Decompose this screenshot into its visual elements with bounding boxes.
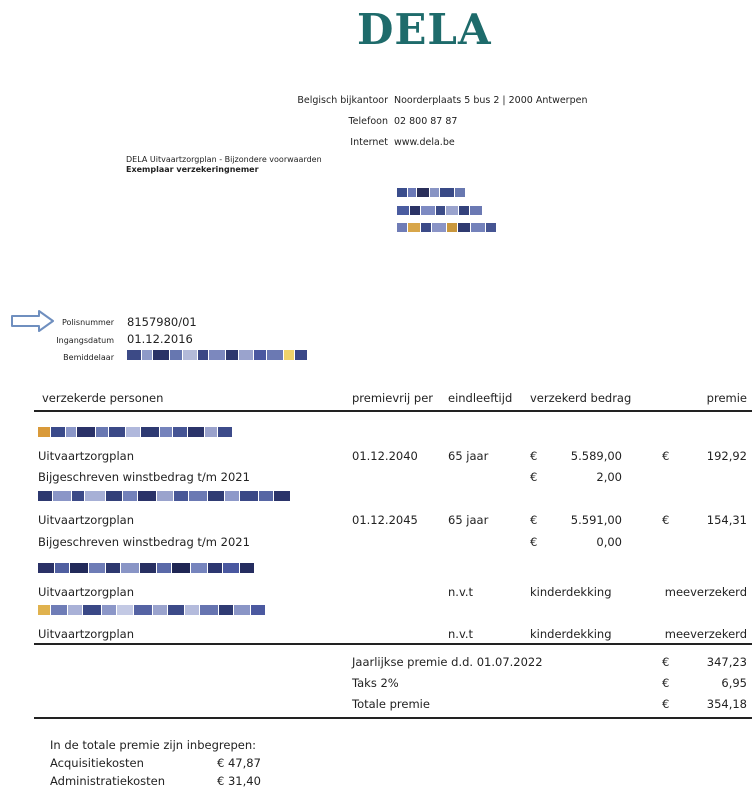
annual-premium-currency: €: [662, 655, 670, 669]
office-label: Belgisch bijkantoor: [297, 95, 388, 106]
row5-premium: meeverzekerd: [664, 585, 747, 599]
redacted-broker: [127, 350, 315, 360]
header-end-age: eindleeftijd: [448, 391, 513, 405]
row4-name: Bijgeschreven winstbedrag t/m 2021: [38, 535, 250, 549]
start-date-value: 01.12.2016: [127, 332, 193, 346]
doc-heading-line1: DELA Uitvaartzorgplan - Bijzondere voorwaarden: [126, 155, 322, 164]
annual-premium-value: 347,23: [706, 655, 747, 669]
row2-name: Bijgeschreven winstbedrag t/m 2021: [38, 470, 250, 484]
table-bottom-rule: [34, 643, 752, 645]
row6-premium: meeverzekerd: [664, 627, 747, 641]
broker-label: Bemiddelaar: [63, 353, 114, 362]
header-premium: premie: [706, 391, 747, 405]
dela-logo: DELA: [357, 5, 492, 54]
phone-value: 02 800 87 87: [394, 116, 458, 127]
row2-amount: 2,00: [596, 470, 622, 484]
phone-label: Telefoon: [348, 116, 388, 127]
row2-currency: €: [530, 470, 538, 484]
internet-label: Internet: [350, 137, 388, 148]
total-premium-currency: €: [662, 697, 670, 711]
header-persons: verzekerde personen: [42, 391, 164, 405]
doc-heading-line2: Exemplaar verzekeringnemer: [126, 165, 259, 174]
header-premium-free: premievrij per: [352, 391, 434, 405]
row5-name: Uitvaartzorgplan: [38, 585, 134, 599]
row3-age: 65 jaar: [448, 513, 489, 527]
tax-currency: €: [662, 676, 670, 690]
admin-value: € 31,40: [217, 774, 261, 788]
redacted-person-3: [38, 563, 270, 573]
redacted-address-line-3: [397, 223, 497, 232]
row1-name: Uitvaartzorgplan: [38, 449, 134, 463]
row1-date: 01.12.2040: [352, 449, 418, 463]
table-header-rule: [34, 410, 752, 412]
redacted-address-line-2: [397, 206, 485, 215]
redacted-address-line-1: [397, 188, 467, 197]
included-intro: In de totale premie zijn inbegrepen:: [50, 738, 256, 752]
row6-coverage: kinderdekking: [530, 627, 612, 641]
redacted-person-2: [38, 491, 298, 501]
row3-date: 01.12.2045: [352, 513, 418, 527]
acquisition-value: € 47,87: [217, 756, 261, 770]
row1-amount: 5.589,00: [570, 449, 622, 463]
row3-name: Uitvaartzorgplan: [38, 513, 134, 527]
tax-label: Taks 2%: [352, 676, 399, 690]
row5-age: n.v.t: [448, 585, 474, 599]
internet-value[interactable]: www.dela.be: [394, 137, 455, 148]
row3-currency: €: [530, 513, 538, 527]
row6-name: Uitvaartzorgplan: [38, 627, 134, 641]
acquisition-label: Acquisitiekosten: [50, 756, 144, 770]
policy-number-value: 8157980/01: [127, 315, 197, 329]
tax-value: 6,95: [721, 676, 747, 690]
row3-premium: 154,31: [706, 513, 747, 527]
row3-premium-currency: €: [662, 513, 670, 527]
policy-number-label: Polisnummer: [62, 318, 114, 327]
row3-amount: 5.591,00: [570, 513, 622, 527]
row1-premium-currency: €: [662, 449, 670, 463]
row1-age: 65 jaar: [448, 449, 489, 463]
annual-premium-label: Jaarlijkse premie d.d. 01.07.2022: [352, 655, 543, 669]
row6-age: n.v.t: [448, 627, 474, 641]
start-date-label: Ingangsdatum: [56, 336, 114, 345]
admin-label: Administratiekosten: [50, 774, 166, 788]
totals-bottom-rule: [34, 717, 752, 719]
redacted-person-4: [38, 605, 282, 615]
row5-coverage: kinderdekking: [530, 585, 612, 599]
header-insured-amount: verzekerd bedrag: [530, 391, 632, 405]
row4-currency: €: [530, 535, 538, 549]
redacted-person-1: [38, 427, 234, 437]
row4-amount: 0,00: [596, 535, 622, 549]
total-premium-label: Totale premie: [352, 697, 430, 711]
row1-currency: €: [530, 449, 538, 463]
total-premium-value: 354,18: [706, 697, 747, 711]
office-value: Noorderplaats 5 bus 2 | 2000 Antwerpen: [394, 95, 588, 106]
row1-premium: 192,92: [706, 449, 747, 463]
